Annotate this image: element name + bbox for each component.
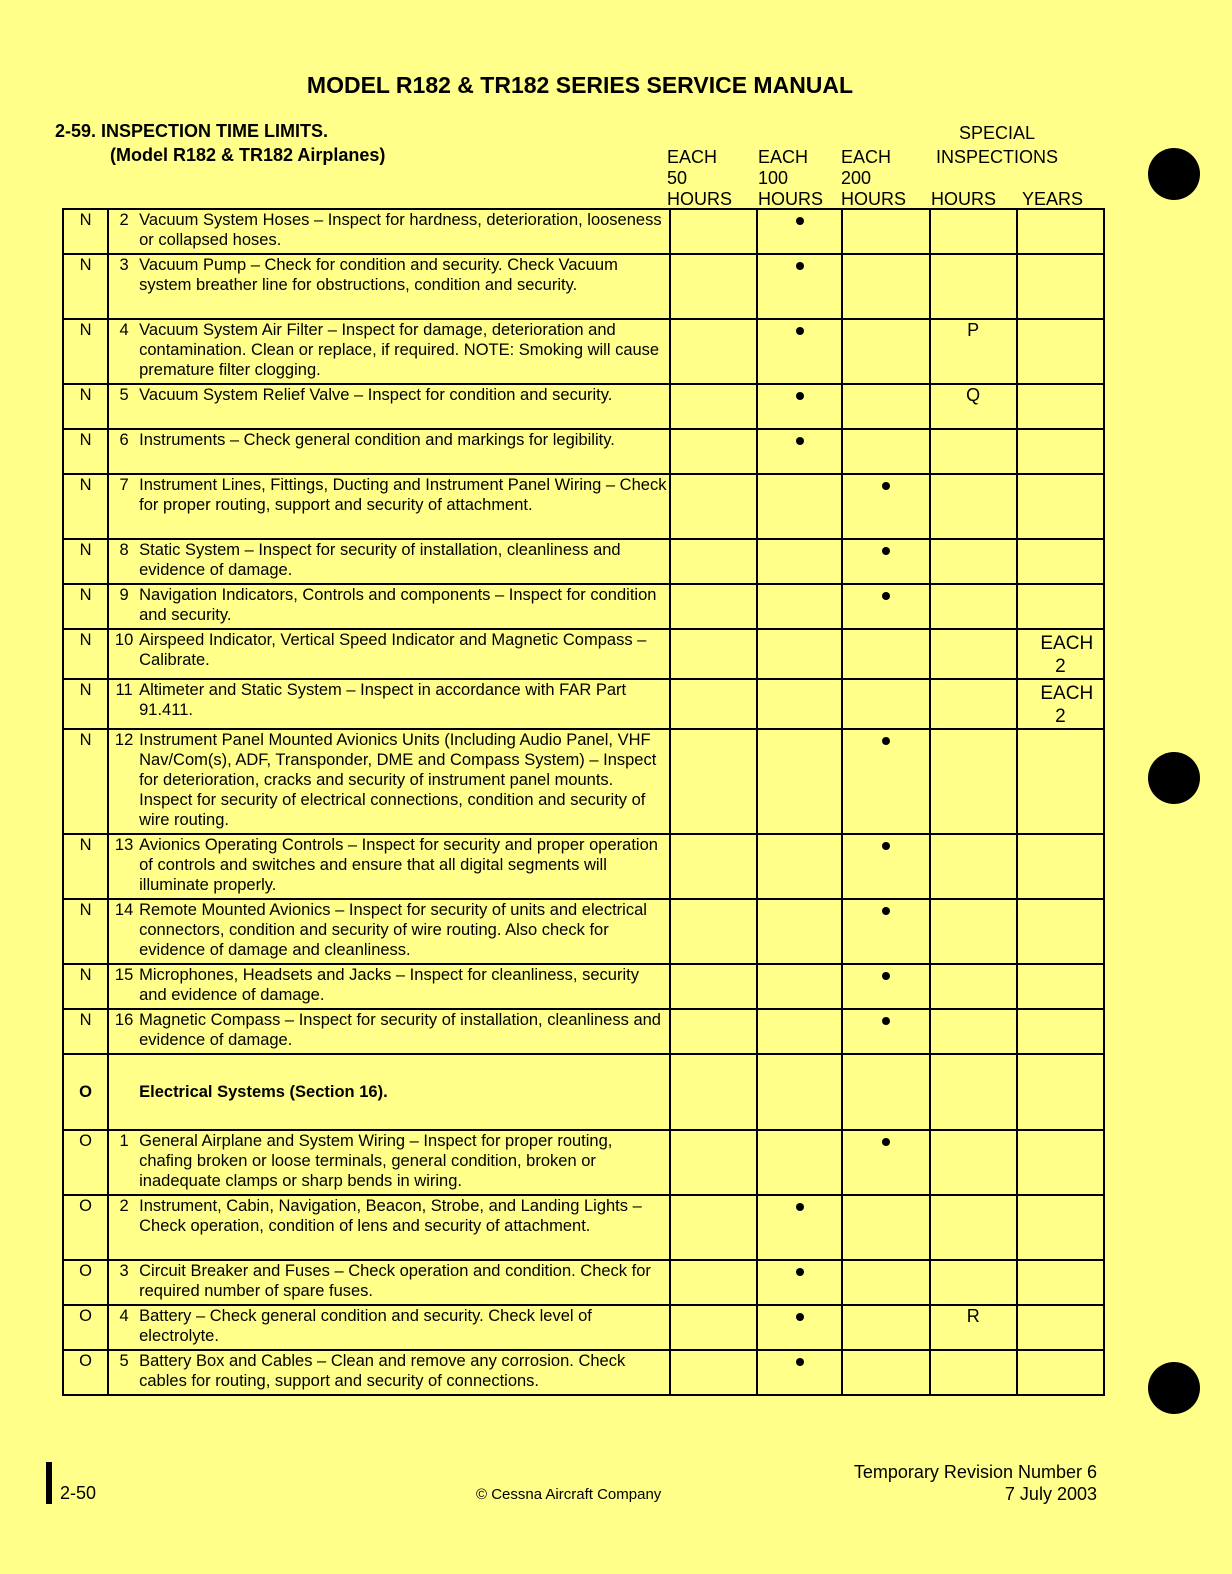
item-code: N xyxy=(63,319,108,384)
cell-each-50 xyxy=(670,899,757,964)
inspection-dot xyxy=(796,437,804,445)
table-row xyxy=(63,1054,1104,1130)
inspection-dot xyxy=(796,1313,804,1321)
cell-each-100 xyxy=(757,474,842,539)
item-number: 3 xyxy=(108,254,139,319)
item-code: N xyxy=(63,209,108,254)
cell-each-200 xyxy=(842,1054,929,1130)
cell-each-200 xyxy=(842,319,929,384)
item-number: 9 xyxy=(108,584,139,629)
cell-each-100 xyxy=(757,679,842,729)
note-letter: R xyxy=(966,1306,980,1326)
cell-special-hours xyxy=(930,1350,1017,1395)
cell-special-years xyxy=(1017,384,1104,429)
note-letter: Q xyxy=(966,385,981,405)
item-number: 4 xyxy=(108,319,139,384)
table-row xyxy=(63,729,1104,834)
cell-special-years xyxy=(1017,539,1104,584)
inspection-dot xyxy=(796,262,804,270)
cell-each-100 xyxy=(757,1350,842,1395)
item-number: 11 xyxy=(108,679,139,729)
table-row xyxy=(63,899,1104,964)
cell-each-50 xyxy=(670,1350,757,1395)
cell-each-50 xyxy=(670,679,757,729)
item-description: Altimeter and Static System – Inspect in accordance with FAR Part 91.411. xyxy=(139,679,670,729)
inspection-dot xyxy=(882,547,890,555)
cell-special-hours xyxy=(930,899,1017,964)
inspection-dot xyxy=(882,842,890,850)
cell-each-100 xyxy=(757,1130,842,1195)
cell-special-hours xyxy=(930,209,1017,254)
revision-info: Temporary Revision Number 6 7 July 2003 xyxy=(853,1462,1097,1504)
cell-each-100 xyxy=(757,1009,842,1054)
table-row xyxy=(63,1305,1104,1350)
item-code: N xyxy=(63,254,108,319)
interval-text: EACH 2 xyxy=(1040,683,1094,727)
cell-each-200 xyxy=(842,1195,929,1260)
cell-each-200 xyxy=(842,384,929,429)
item-number: 13 xyxy=(108,834,139,899)
cell-each-100 xyxy=(757,429,842,474)
table-row xyxy=(63,1350,1104,1395)
cell-special-hours xyxy=(930,1195,1017,1260)
inspection-dot xyxy=(882,1017,890,1025)
cell-special-hours xyxy=(930,254,1017,319)
cell-each-200 xyxy=(842,629,929,679)
item-description: Battery Box and Cables – Clean and remove any corrosion. Check cables for routing, support and security of connections. xyxy=(139,1350,670,1395)
cell-each-50 xyxy=(670,384,757,429)
item-number: 14 xyxy=(108,899,139,964)
cell-each-50 xyxy=(670,964,757,1009)
cell-special-hours xyxy=(930,1305,1017,1350)
cell-each-100 xyxy=(757,209,842,254)
cell-each-50 xyxy=(670,629,757,679)
item-description: Instruments – Check general condition and markings for legibility. xyxy=(139,429,670,474)
cell-each-50 xyxy=(670,429,757,474)
cell-each-200 xyxy=(842,254,929,319)
cell-each-50 xyxy=(670,1009,757,1054)
item-description: Airspeed Indicator, Vertical Speed Indicator and Magnetic Compass – Calibrate. xyxy=(139,629,670,679)
table-row xyxy=(63,474,1104,539)
table-row xyxy=(63,964,1104,1009)
item-description: Microphones, Headsets and Jacks – Inspect for cleanliness, security and evidence of damage. xyxy=(139,964,670,1009)
cell-special-hours xyxy=(930,629,1017,679)
item-number: 10 xyxy=(108,629,139,679)
cell-special-years xyxy=(1017,319,1104,384)
cell-special-hours xyxy=(930,729,1017,834)
item-description: Vacuum Pump – Check for condition and security. Check Vacuum system breather line for obstructions, condition and security. xyxy=(139,254,670,319)
item-number: 15 xyxy=(108,964,139,1009)
item-number: 16 xyxy=(108,1009,139,1054)
item-number: 5 xyxy=(108,384,139,429)
inspection-dot xyxy=(882,592,890,600)
cell-special-years xyxy=(1017,729,1104,834)
cell-each-100 xyxy=(757,1195,842,1260)
cell-special-years xyxy=(1017,1130,1104,1195)
item-description: Circuit Breaker and Fuses – Check operation and condition. Check for required number of spare fuses. xyxy=(139,1260,670,1305)
item-number: 8 xyxy=(108,539,139,584)
item-code: N xyxy=(63,384,108,429)
interval-text: EACH 2 xyxy=(1040,633,1094,677)
binder-hole xyxy=(1148,1362,1200,1414)
item-number xyxy=(108,1054,139,1130)
item-code: O xyxy=(63,1350,108,1395)
item-description: Battery – Check general condition and security. Check level of electrolyte. xyxy=(139,1305,670,1350)
cell-special-hours xyxy=(930,474,1017,539)
inspection-dot xyxy=(796,1358,804,1366)
cell-each-50 xyxy=(670,474,757,539)
cell-each-200 xyxy=(842,209,929,254)
inspection-dot xyxy=(796,1268,804,1276)
table-row xyxy=(63,584,1104,629)
cell-special-years xyxy=(1017,629,1104,679)
cell-special-hours xyxy=(930,1260,1017,1305)
cell-each-200 xyxy=(842,1350,929,1395)
table-row xyxy=(63,679,1104,729)
item-number: 3 xyxy=(108,1260,139,1305)
cell-special-years xyxy=(1017,254,1104,319)
header-each-50: EACH 50 HOURS xyxy=(667,147,733,209)
cell-each-100 xyxy=(757,729,842,834)
table-row xyxy=(63,1260,1104,1305)
inspection-dot xyxy=(882,482,890,490)
table-row xyxy=(63,254,1104,319)
cell-each-100 xyxy=(757,964,842,1009)
table-row xyxy=(63,1195,1104,1260)
item-number: 2 xyxy=(108,1195,139,1260)
cell-special-years xyxy=(1017,899,1104,964)
table-row xyxy=(63,209,1104,254)
item-description: Magnetic Compass – Inspect for security of installation, cleanliness and evidence of damage. xyxy=(139,1009,670,1054)
cell-each-200 xyxy=(842,899,929,964)
cell-each-100 xyxy=(757,899,842,964)
cell-each-100 xyxy=(757,384,842,429)
item-code: N xyxy=(63,679,108,729)
item-number: 5 xyxy=(108,1350,139,1395)
item-code: N xyxy=(63,629,108,679)
cell-special-hours xyxy=(930,1130,1017,1195)
cell-special-years xyxy=(1017,1350,1104,1395)
inspection-table xyxy=(62,208,1105,1396)
item-code: N xyxy=(63,729,108,834)
cell-special-years xyxy=(1017,1195,1104,1260)
cell-each-100 xyxy=(757,1260,842,1305)
cell-special-hours xyxy=(930,964,1017,1009)
item-description: Instrument, Cabin, Navigation, Beacon, Strobe, and Landing Lights – Check operation, condition of lens and security of attachment. xyxy=(139,1195,670,1260)
item-code: O xyxy=(63,1260,108,1305)
item-code: O xyxy=(63,1305,108,1350)
cell-special-years xyxy=(1017,584,1104,629)
table-row xyxy=(63,319,1104,384)
cell-each-50 xyxy=(670,1130,757,1195)
item-code: O xyxy=(63,1054,108,1130)
item-number: 6 xyxy=(108,429,139,474)
cell-each-100 xyxy=(757,629,842,679)
item-code: O xyxy=(63,1195,108,1260)
cell-each-200 xyxy=(842,584,929,629)
cell-each-200 xyxy=(842,1009,929,1054)
cell-each-50 xyxy=(670,834,757,899)
cell-each-50 xyxy=(670,584,757,629)
cell-each-200 xyxy=(842,1130,929,1195)
cell-special-years xyxy=(1017,1260,1104,1305)
cell-special-hours xyxy=(930,319,1017,384)
header-special-hours: HOURS xyxy=(931,189,997,209)
cell-special-years xyxy=(1017,834,1104,899)
cell-each-50 xyxy=(670,254,757,319)
cell-each-100 xyxy=(757,319,842,384)
item-code: N xyxy=(63,584,108,629)
cell-each-50 xyxy=(670,1195,757,1260)
item-code: N xyxy=(63,964,108,1009)
binder-hole xyxy=(1148,752,1200,804)
cell-special-hours xyxy=(930,539,1017,584)
item-description: Vacuum System Air Filter – Inspect for damage, deterioration and contamination. Clean or replace, if required. NOTE: Smoking will cause premature filter clogging. xyxy=(139,319,670,384)
cell-special-hours xyxy=(930,1009,1017,1054)
cell-special-years xyxy=(1017,1054,1104,1130)
cell-each-200 xyxy=(842,1260,929,1305)
item-number: 7 xyxy=(108,474,139,539)
cell-special-hours xyxy=(930,1054,1017,1130)
item-code: N xyxy=(63,474,108,539)
header-each-200: EACH 200 HOURS xyxy=(841,147,907,209)
manual-title: MODEL R182 & TR182 SERIES SERVICE MANUAL xyxy=(306,72,854,98)
item-description: Static System – Inspect for security of installation, cleanliness and evidence of damage. xyxy=(139,539,670,584)
cell-special-years xyxy=(1017,679,1104,729)
table-row xyxy=(63,429,1104,474)
cell-each-200 xyxy=(842,474,929,539)
page-number: 2-50 xyxy=(60,1483,97,1503)
item-description: Remote Mounted Avionics – Inspect for security of units and electrical connectors, condition and security of wire routing. Also check for evidence of damage and cleanliness. xyxy=(139,899,670,964)
item-description: Electrical Systems (Section 16). xyxy=(139,1054,670,1130)
item-description: Vacuum System Relief Valve – Inspect for condition and security. xyxy=(139,384,670,429)
cell-each-50 xyxy=(670,1260,757,1305)
cell-special-hours xyxy=(930,584,1017,629)
cell-special-hours xyxy=(930,679,1017,729)
cell-each-100 xyxy=(757,834,842,899)
cell-each-200 xyxy=(842,679,929,729)
cell-each-200 xyxy=(842,539,929,584)
section-subtitle: (Model R182 & TR182 Airplanes) xyxy=(110,145,386,165)
revision-bar xyxy=(46,1462,52,1504)
cell-each-50 xyxy=(670,1305,757,1350)
item-description: Instrument Panel Mounted Avionics Units (Including Audio Panel, VHF Nav/Com(s), ADF, Transponder, DME and Compass System) – Inspect for deterioration, cracks and security of instrument panel mounts. Inspect for security of electrical connections, condition and security of wire routing. xyxy=(139,729,670,834)
cell-each-50 xyxy=(670,209,757,254)
cell-each-100 xyxy=(757,254,842,319)
inspection-dot xyxy=(882,1138,890,1146)
cell-each-100 xyxy=(757,584,842,629)
cell-special-years xyxy=(1017,1009,1104,1054)
inspection-dot xyxy=(796,392,804,400)
item-description: Avionics Operating Controls – Inspect for security and proper operation of controls and switches and ensure that all digital segments will illuminate properly. xyxy=(139,834,670,899)
item-code: N xyxy=(63,1009,108,1054)
cell-special-years xyxy=(1017,209,1104,254)
binder-hole xyxy=(1148,148,1200,200)
cell-special-years xyxy=(1017,474,1104,539)
cell-each-100 xyxy=(757,1305,842,1350)
item-code: N xyxy=(63,429,108,474)
table-row xyxy=(63,384,1104,429)
item-number: 2 xyxy=(108,209,139,254)
cell-special-hours xyxy=(930,384,1017,429)
table-row xyxy=(63,1130,1104,1195)
item-description: General Airplane and System Wiring – Inspect for proper routing, chafing broken or loose terminals, general condition, broken or inadequate clamps or sharp bends in wiring. xyxy=(139,1130,670,1195)
inspection-dot xyxy=(796,217,804,225)
cell-each-200 xyxy=(842,834,929,899)
item-number: 12 xyxy=(108,729,139,834)
item-description: Navigation Indicators, Controls and components – Inspect for condition and security. xyxy=(139,584,670,629)
inspection-dot xyxy=(796,1203,804,1211)
table-row xyxy=(63,834,1104,899)
cell-each-50 xyxy=(670,729,757,834)
cell-each-50 xyxy=(670,319,757,384)
table-row xyxy=(63,629,1104,679)
item-code: O xyxy=(63,1130,108,1195)
item-code: N xyxy=(63,834,108,899)
header-each-100: EACH 100 HOURS xyxy=(758,147,824,209)
table-row xyxy=(63,1009,1104,1054)
item-code: N xyxy=(63,899,108,964)
cell-each-100 xyxy=(757,539,842,584)
inspection-dot xyxy=(796,327,804,335)
item-number: 4 xyxy=(108,1305,139,1350)
copyright: © Cessna Aircraft Company xyxy=(476,1486,662,1503)
cell-each-50 xyxy=(670,1054,757,1130)
inspection-dot xyxy=(882,972,890,980)
cell-each-200 xyxy=(842,429,929,474)
cell-each-200 xyxy=(842,964,929,1009)
item-code: N xyxy=(63,539,108,584)
item-description: Instrument Lines, Fittings, Ducting and Instrument Panel Wiring – Check for proper routing, support and security of attachment. xyxy=(139,474,670,539)
item-description: Vacuum System Hoses – Inspect for hardness, deterioration, looseness or collapsed hoses. xyxy=(139,209,670,254)
cell-each-200 xyxy=(842,1305,929,1350)
inspection-dot xyxy=(882,737,890,745)
cell-each-100 xyxy=(757,1054,842,1130)
note-letter: P xyxy=(967,320,980,340)
cell-each-200 xyxy=(842,729,929,834)
cell-special-hours xyxy=(930,834,1017,899)
cell-special-years xyxy=(1017,429,1104,474)
item-number: 1 xyxy=(108,1130,139,1195)
cell-special-years xyxy=(1017,1305,1104,1350)
inspection-dot xyxy=(882,907,890,915)
cell-special-hours xyxy=(930,429,1017,474)
cell-special-years xyxy=(1017,964,1104,1009)
header-special-inspections: SPECIAL INSPECTIONS xyxy=(935,123,1059,167)
cell-each-50 xyxy=(670,539,757,584)
header-special-years: YEARS xyxy=(1022,189,1084,209)
table-row xyxy=(63,539,1104,584)
section-heading: 2-59. INSPECTION TIME LIMITS. xyxy=(55,121,329,141)
